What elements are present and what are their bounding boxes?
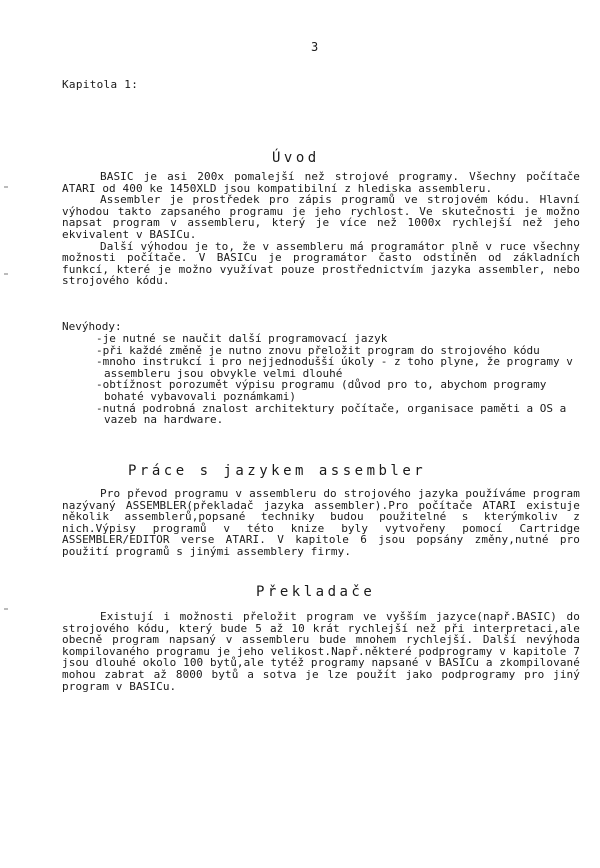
section-body-prace-s-jazykem	[62, 488, 580, 558]
disadvantages-list	[96, 333, 580, 426]
paragraph: BASIC je asi 200x pomalejší než strojové programy. Všechny počítače ATARI od 400 ke 1450XLD jsou kompatibilní z hlediska assembleru.	[62, 170, 580, 195]
section-body-uvod	[62, 171, 580, 287]
section-body-prekladace	[62, 611, 580, 692]
chapter-label: Kapitola 1:	[62, 78, 139, 91]
paragraph: Assembler je prostředek pro zápis programů ve strojovém kódu. Hlavní výhodou takto zapsaného programu je jeho rychlost. Ve skutečnosti je možno napsat program v assembleru, který je více než 1000x rychlejší než jeho ekvivalent v BASICu.	[62, 193, 580, 241]
section-heading-prekladace: Překladače	[256, 584, 376, 600]
paragraph: Další výhodou je to, že v assembleru má programátor plně v ruce všechny možnosti počítače. V BASICu je programátor často odstíněn od základních funkcí, které je možno využívat pouze prostřednictvím jazyka assembler, nebo strojového kódu.	[62, 239, 580, 288]
paragraph: Pro převod programu v assembleru do strojového jazyka používáme program nazývaný ASSEMBLER(překladač jazyka assembler).Pro počítače ATARI existuje několik assemblerů,popsané techniky budou použitelné s kterýmkoliv z nich.Výpisy programů v této knize byly vytvořeny pomocí Cartridge ASSEMBLER/EDITOR verse ATARI. V kapitole 6 jsou popsány změny,nutné pro použití programů s jinými assemblery firmy.	[62, 487, 580, 558]
list-item: -mnoho instrukcí i pro nejjednodušší úkoly - z toho plyne, že programy v assembleru jsou obvykle velmi dlouhé	[96, 355, 573, 380]
paragraph: Existují i možnosti přeložit program ve vyšším jazyce(např.BASIC) do strojového kódu, který bude 5 až 10 krát rychlejší než při interpretaci,ale obecně program napsaný v assembleru bude mnohem rychlejší. Další nevýhoda kompilovaného programu je jeho velikost.Např.některé podprogramy v kapitole 7 jsou dlouhé okolo 100 bytů,ale tytéž programy napsané v BASICu a zkompilované mohou zabrat až 8000 bytů a sotva je lze použít jako podprogramy pro jiný program v BASICu.	[62, 610, 580, 693]
list-item: -při každé změně je nutno znovu přeložit program do strojového kódu	[96, 343, 540, 357]
list-item: -nutná podrobná znalost architektury počítače, organisace paměti a OS a vazeb na hardware.	[96, 401, 567, 427]
list-item: -obtížnost porozumět výpisu programu (důvod pro to, abychom programy bohaté vybavovali poznámkami)	[96, 378, 547, 403]
scan-mark	[4, 273, 8, 275]
disadvantages-title: Nevýhody:	[62, 320, 122, 333]
section-heading-uvod: Úvod	[272, 150, 320, 166]
section-heading-prace-s-jazykem: Práce s jazykem assembler	[128, 463, 427, 479]
scan-mark	[4, 608, 8, 610]
scan-mark	[4, 186, 8, 188]
page-number: 3	[311, 40, 319, 54]
list-item: -je nutné se naučit další programovací jazyk	[96, 332, 388, 345]
